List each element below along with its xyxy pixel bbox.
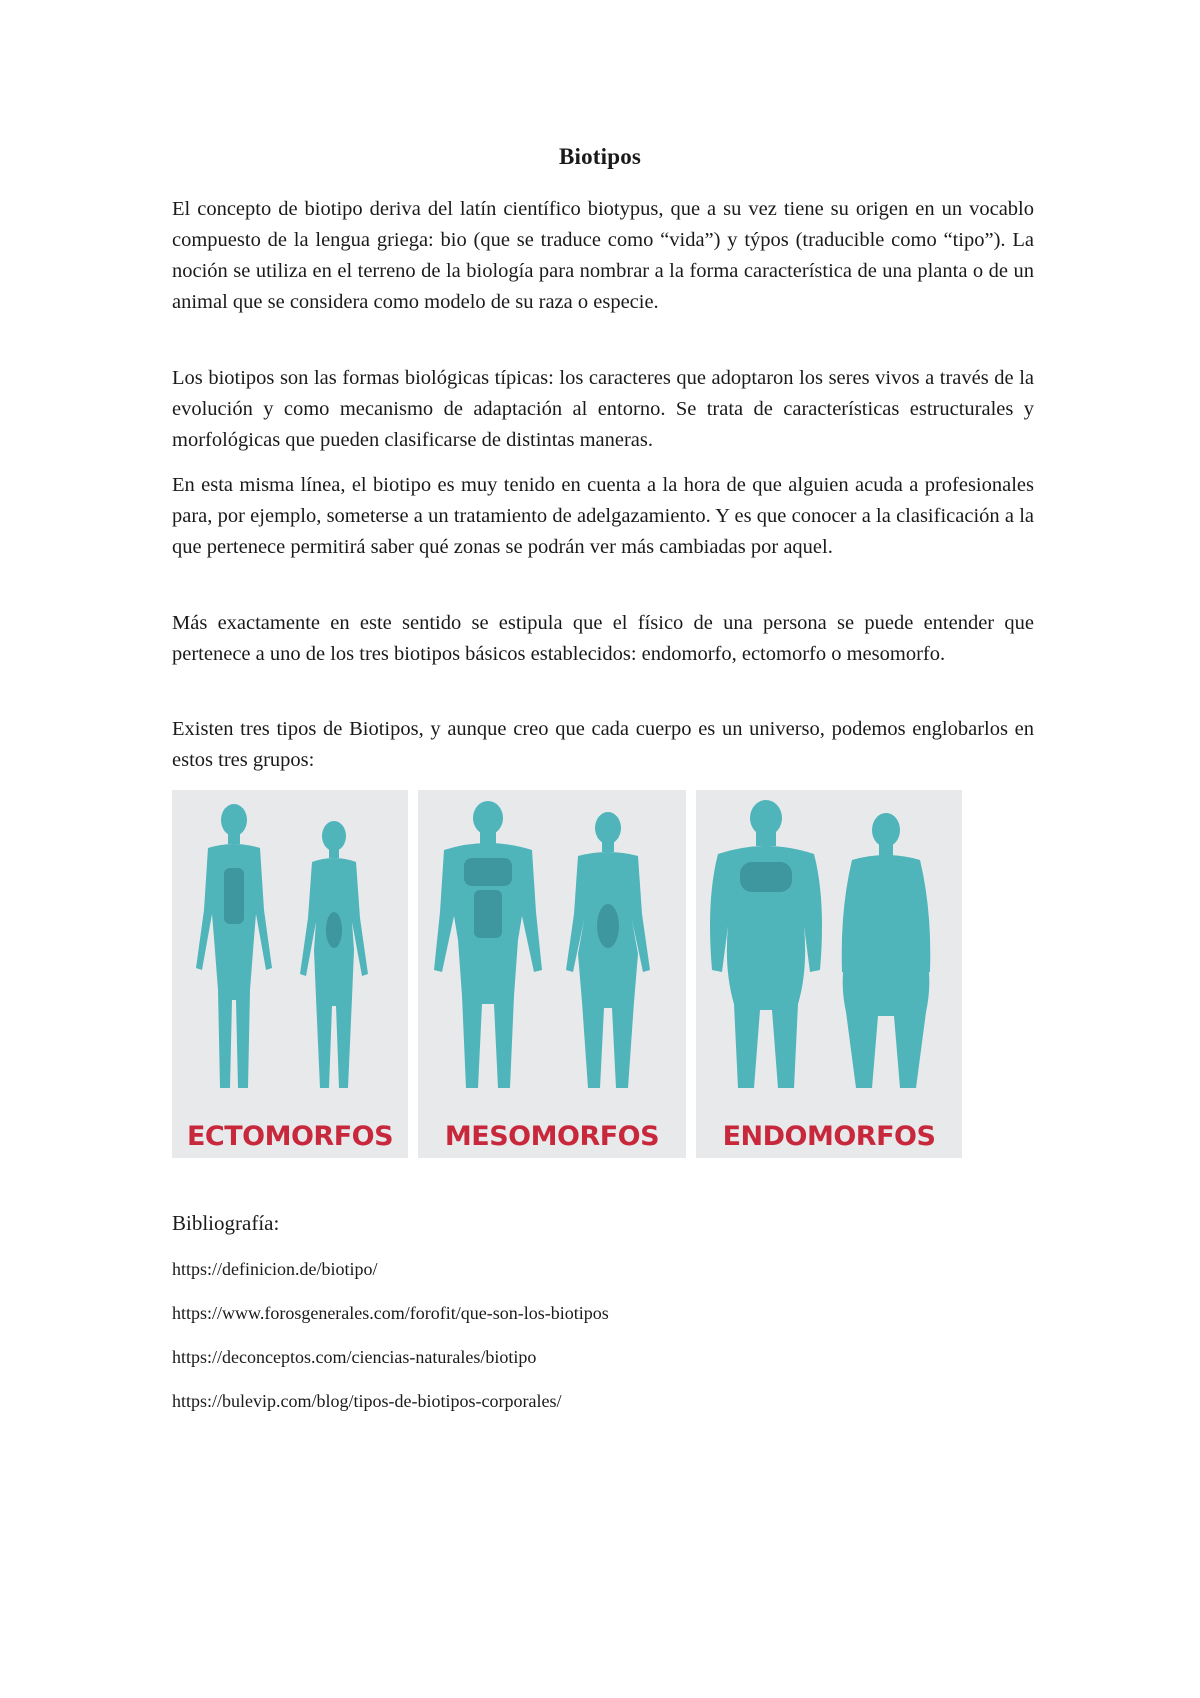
endomorph-male-silhouette xyxy=(710,800,822,1088)
bibliography-link-bulevip[interactable]: https://bulevip.com/blog/tipos-de-biotipos-corporales/ xyxy=(172,1391,562,1411)
endomorph-label: ENDOMORFOS xyxy=(722,1121,936,1152)
ectomorph-panel xyxy=(172,790,408,1158)
bibliography-link-forosgenerales[interactable]: https://www.forosgenerales.com/forofit/que-son-los-biotipos xyxy=(172,1303,609,1323)
ectomorph-male-silhouette xyxy=(196,804,272,1088)
ectomorph-female-silhouette xyxy=(300,821,368,1088)
bibliography-title: Bibliografía: xyxy=(172,1211,280,1235)
paragraph-definition: El concepto de biotipo deriva del latín científico biotypus, que a su vez tiene su origen en un vocablo compuesto de la lengua griega: bio (que se traduce como “vida”) y týpos (traducible como “tipo”). La noción se utiliza en el terreno de la biología para nombrar a la forma característica de una planta o de un animal que se considera como modelo de su raza o especie. xyxy=(172,198,1034,313)
bibliography-link-definicion[interactable]: https://definicion.de/biotipo/ xyxy=(172,1259,378,1279)
endomorph-female-silhouette xyxy=(842,813,931,1088)
bibliography-link-deconceptos[interactable]: https://deconceptos.com/ciencias-naturales/biotipo xyxy=(172,1347,537,1367)
paragraph-three-types: Más exactamente en este sentido se estipula que el físico de una persona se puede entender que pertenece a uno de los tres biotipos básicos establecidos: endomorfo, ectomorfo o mesomorfo. xyxy=(172,612,1034,665)
mesomorph-female-silhouette xyxy=(566,812,650,1088)
ectomorph-figures-illustration xyxy=(172,790,408,1100)
endomorph-figures-illustration xyxy=(696,790,962,1100)
mesomorph-figures-illustration xyxy=(418,790,686,1100)
mesomorph-label: MESOMORFOS xyxy=(444,1121,660,1152)
mesomorph-panel xyxy=(418,790,686,1158)
mesomorph-male-silhouette xyxy=(434,801,542,1088)
paragraph-treatment: En esta misma línea, el biotipo es muy tenido en cuenta a la hora de que alguien acuda a profesionales para, por ejemplo, someterse a un tratamiento de adelgazamiento. Y es que conocer a la clasificación a la que pertenece permitirá saber qué zonas se podrán ver más cambiadas por aquel. xyxy=(172,474,1034,558)
document-title: Biotipos xyxy=(558,144,642,169)
paragraph-groups-intro: Existen tres tipos de Biotipos, y aunque creo que cada cuerpo es un universo, podemos englobarlos en estos tres grupos: xyxy=(172,718,1034,771)
endomorph-panel xyxy=(696,790,962,1158)
ectomorph-label: ECTOMORFOS xyxy=(186,1121,394,1152)
paragraph-biological-forms: Los biotipos son las formas biológicas típicas: los caracteres que adoptaron los seres vivos a través de la evolución y como mecanismo de adaptación al entorno. Se trata de características estructurales y morfológicas que pueden clasificarse de distintas maneras. xyxy=(172,367,1034,451)
